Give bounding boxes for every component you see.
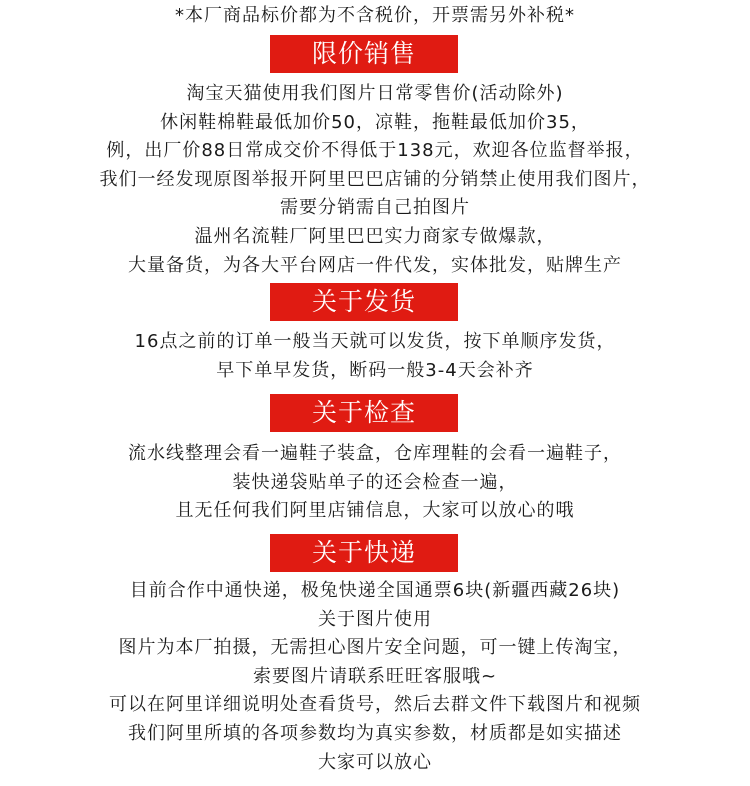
text-line: 温州名流鞋厂阿里巴巴实力商家专做爆款， bbox=[194, 225, 556, 247]
text-line: 需要分销需自己拍图片 bbox=[280, 197, 470, 219]
text-line: 大量备货，为各大平台网店一件代发，实体批发，贴牌生产 bbox=[128, 254, 622, 276]
text-line: 图片为本厂拍摄，无需担心图片安全问题，可一键上传淘宝， bbox=[118, 637, 632, 659]
text-line: 索要图片请联系旺旺客服哦~ bbox=[252, 665, 498, 687]
heading-courier: 关于快递 bbox=[270, 534, 458, 572]
tax-notice: *本厂商品标价都为不含税价，开票需另外补税* bbox=[175, 5, 575, 26]
text-line: 可以在阿里详细说明处查看货号，然后去群文件下载图片和视频 bbox=[109, 694, 641, 716]
text-line: 淘宝天猫使用我们图片日常零售价(活动除外) bbox=[186, 83, 564, 104]
price-limit-text bbox=[0, 80, 750, 280]
text-line: 早下单早发货，断码一般3-4天会补齐 bbox=[216, 359, 534, 381]
text-line: 我们一经发现原图举报开阿里巴巴店铺的分销禁止使用我们图片， bbox=[99, 168, 651, 190]
text-line: 休闲鞋棉鞋最低加价50，凉鞋，拖鞋最低加价35， bbox=[160, 111, 590, 133]
text-line: 且无任何我们阿里店铺信息，大家可以放心的哦 bbox=[175, 500, 575, 522]
text-line: 目前合作中通快递，极兔快递全国通票6块(新疆西藏26块) bbox=[129, 580, 621, 601]
text-line: 流水线整理会看一遍鞋子装盒，仓库理鞋的会看一遍鞋子， bbox=[128, 443, 622, 464]
heading-shipping: 关于发货 bbox=[270, 283, 458, 321]
courier-text bbox=[0, 577, 750, 777]
text-line: 例，出厂价88日常成交价不得低于138元，欢迎各位监督举报， bbox=[106, 140, 644, 162]
text-line: 我们阿里所填的各项参数均为真实参数，材质都是如实描述 bbox=[128, 722, 622, 744]
heading-price-limit: 限价销售 bbox=[270, 35, 458, 73]
text-line: 大家可以放心 bbox=[318, 751, 432, 773]
shipping-text bbox=[0, 328, 750, 385]
text-line: 装快递袋贴单子的还会检查一遍， bbox=[232, 471, 518, 493]
text-line: 16点之前的订单一般当天就可以发货，按下单顺序发货， bbox=[134, 331, 616, 352]
text-line: 关于图片使用 bbox=[318, 608, 432, 630]
inspection-text bbox=[0, 440, 750, 526]
heading-inspection: 关于检查 bbox=[270, 394, 458, 432]
